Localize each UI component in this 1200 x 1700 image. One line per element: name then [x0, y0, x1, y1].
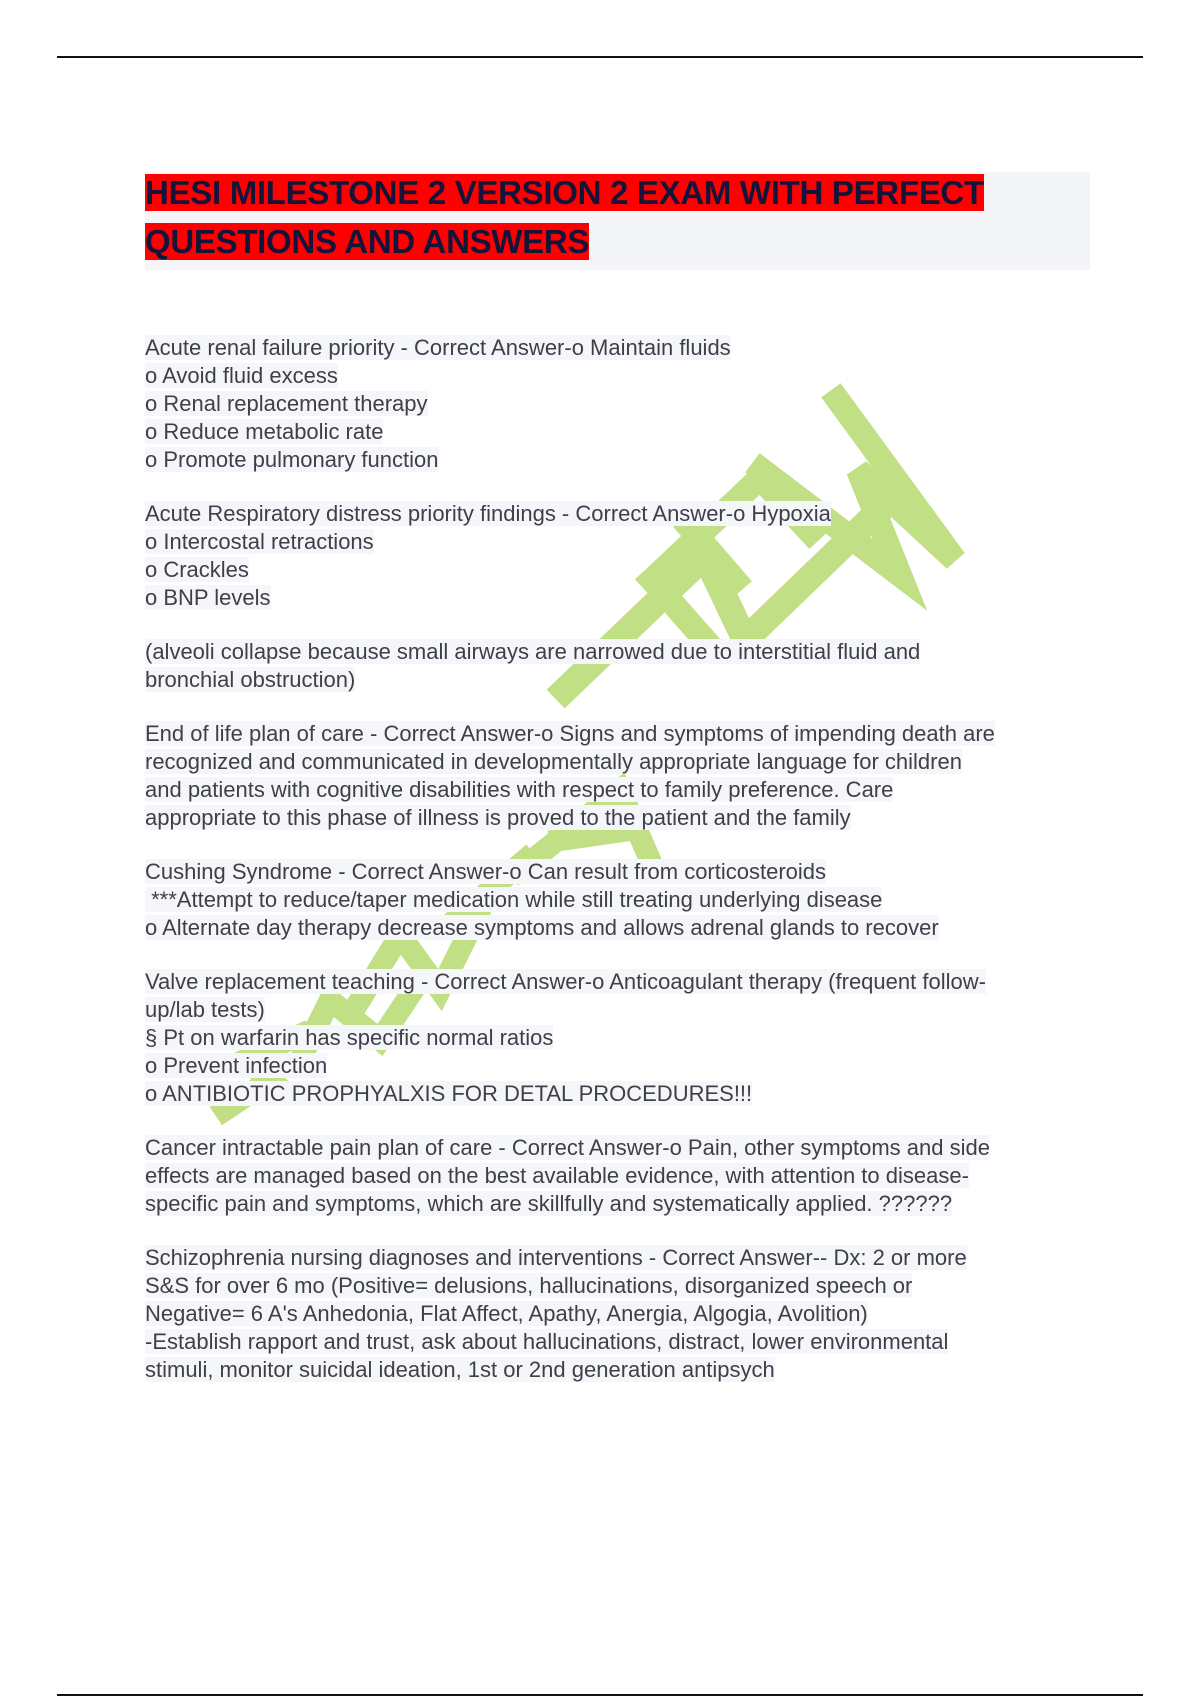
- qa-line: [145, 1328, 1090, 1356]
- qa-line: [145, 418, 1090, 446]
- qa-line: [145, 1190, 1090, 1218]
- qa-line-text: -Establish rapport and trust, ask about hallucinations, distract, lower environmental: [145, 1329, 949, 1354]
- qa-line-text: bronchial obstruction): [145, 667, 356, 692]
- qa-line: [145, 1080, 1090, 1108]
- qa-line-text: and patients with cognitive disabilities with respect to family preference. Care: [145, 777, 894, 802]
- qa-line: [145, 500, 1090, 528]
- qa-line: [145, 804, 1090, 832]
- qa-line-text: o Intercostal retractions: [145, 529, 374, 554]
- qa-line: [145, 334, 1090, 362]
- qa-line: [145, 914, 1090, 942]
- qa-line-text: ***Attempt to reduce/taper medication while still treating underlying disease: [145, 887, 883, 912]
- qa-line-text: o Reduce metabolic rate: [145, 419, 384, 444]
- qa-list: [145, 334, 1090, 1384]
- qa-line-text: Cushing Syndrome - Correct Answer-o Can result from corticosteroids: [145, 859, 827, 884]
- qa-line-text: o Crackles: [145, 557, 249, 582]
- document-title: [145, 172, 1090, 270]
- qa-line-text: Valve replacement teaching - Correct Answer-o Anticoagulant therapy (frequent follow-: [145, 969, 986, 994]
- bottom-rule: [57, 1694, 1143, 1696]
- qa-line-text: recognized and communicated in developmentally appropriate language for children: [145, 749, 962, 774]
- qa-line-text: (alveoli collapse because small airways are narrowed due to interstitial fluid and: [145, 639, 921, 664]
- qa-block: [145, 500, 1090, 612]
- qa-line-text: Acute renal failure priority - Correct Answer-o Maintain fluids: [145, 335, 731, 360]
- qa-line-text: Schizophrenia nursing diagnoses and interventions - Correct Answer-- Dx: 2 or more: [145, 1245, 967, 1270]
- qa-line-text: Cancer intractable pain plan of care - Correct Answer-o Pain, other symptoms and side: [145, 1135, 990, 1160]
- qa-line: [145, 1272, 1090, 1300]
- qa-line: [145, 528, 1090, 556]
- document-body: [145, 172, 1090, 1410]
- qa-block: [145, 968, 1090, 1108]
- qa-line-text: stimuli, monitor suicidal ideation, 1st or 2nd generation antipsych: [145, 1357, 775, 1382]
- qa-line: [145, 584, 1090, 612]
- qa-line: [145, 858, 1090, 886]
- qa-line: [145, 1052, 1090, 1080]
- qa-block: [145, 638, 1090, 694]
- qa-block: [145, 1244, 1090, 1384]
- qa-line: [145, 1300, 1090, 1328]
- qa-line-text: o ANTIBIOTIC PROPHYALXIS FOR DETAL PROCEDURES!!!: [145, 1081, 753, 1106]
- qa-line-text: End of life plan of care - Correct Answer-o Signs and symptoms of impending death are: [145, 721, 995, 746]
- qa-line: [145, 666, 1090, 694]
- qa-line: [145, 556, 1090, 584]
- qa-line: [145, 1244, 1090, 1272]
- qa-line: [145, 1162, 1090, 1190]
- qa-line: [145, 748, 1090, 776]
- qa-line-text: S&S for over 6 mo (Positive= delusions, hallucinations, disorganized speech or: [145, 1273, 913, 1298]
- qa-line: [145, 1134, 1090, 1162]
- title-line-1: HESI MILESTONE 2 VERSION 2 EXAM WITH PERFECT: [145, 174, 984, 211]
- qa-line-text: Negative= 6 A's Anhedonia, Flat Affect, Apathy, Anergia, Algogia, Avolition): [145, 1301, 868, 1326]
- qa-line-text: o Avoid fluid excess: [145, 363, 338, 388]
- qa-line: [145, 968, 1090, 996]
- qa-line-text: specific pain and symptoms, which are skillfully and systematically applied. ??????: [145, 1191, 953, 1216]
- qa-line: [145, 638, 1090, 666]
- qa-block: [145, 858, 1090, 942]
- title-line-2: QUESTIONS AND ANSWERS: [145, 223, 590, 260]
- qa-line: [145, 776, 1090, 804]
- qa-line-text: o BNP levels: [145, 585, 271, 610]
- qa-block: [145, 334, 1090, 474]
- qa-block: [145, 720, 1090, 832]
- qa-line: [145, 1024, 1090, 1052]
- qa-line-text: appropriate to this phase of illness is proved to the patient and the family: [145, 805, 851, 830]
- qa-line: [145, 996, 1090, 1024]
- qa-line-text: § Pt on warfarin has specific normal ratios: [145, 1025, 554, 1050]
- qa-line: [145, 1356, 1090, 1384]
- qa-line-text: o Renal replacement therapy: [145, 391, 428, 416]
- qa-line: [145, 886, 1090, 914]
- qa-line: [145, 720, 1090, 748]
- qa-line: [145, 390, 1090, 418]
- qa-line-text: o Alternate day therapy decrease symptoms and allows adrenal glands to recover: [145, 915, 939, 940]
- qa-line-text: o Prevent infection: [145, 1053, 328, 1078]
- qa-line-text: o Promote pulmonary function: [145, 447, 439, 472]
- qa-line-text: up/lab tests): [145, 997, 265, 1022]
- top-rule: [57, 56, 1143, 58]
- qa-line: [145, 362, 1090, 390]
- qa-line-text: effects are managed based on the best available evidence, with attention to disease-: [145, 1163, 969, 1188]
- qa-line-text: Acute Respiratory distress priority findings - Correct Answer-o Hypoxia: [145, 501, 831, 526]
- qa-line: [145, 446, 1090, 474]
- qa-block: [145, 1134, 1090, 1218]
